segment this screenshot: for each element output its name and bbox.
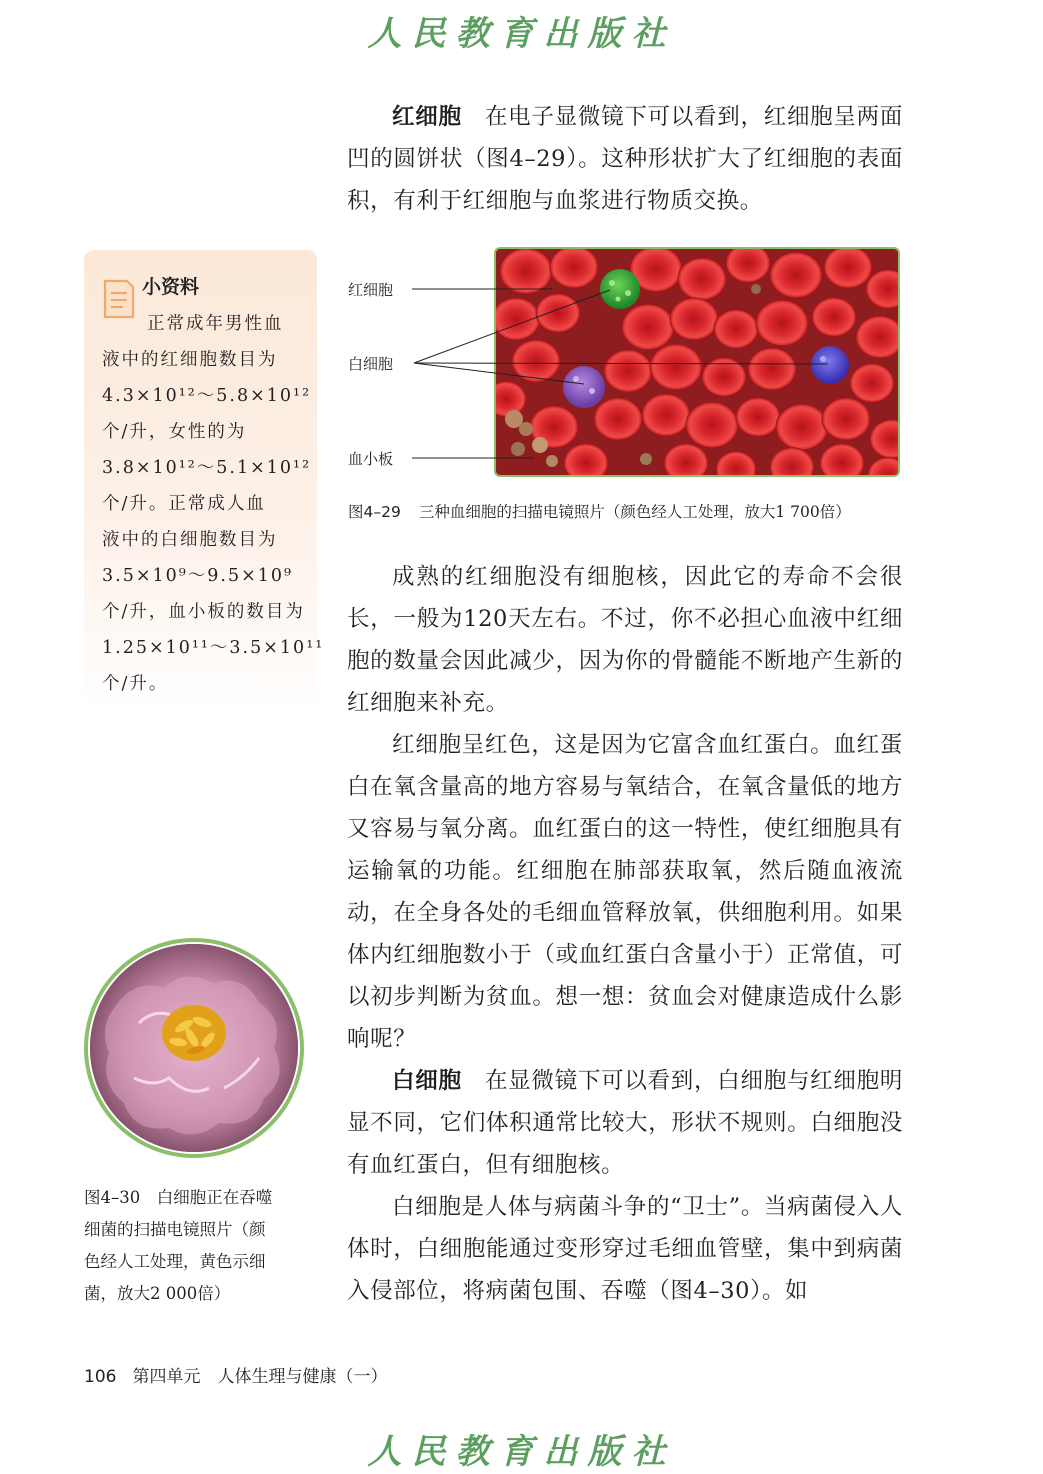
paragraph-text: 成熟的红细胞没有细胞核，因此它的寿命不会很长，一般为120天左右。不过，你不必担心血液中红细胞的数量会因此减少，因为你的骨髓能不断地产生新的红细胞来补充。 bbox=[347, 564, 903, 716]
paragraph-lead-term: 红细胞 bbox=[392, 104, 462, 130]
sidebar-line: 液中的白细胞数目为 bbox=[102, 530, 278, 550]
sidebar-title: 小资料 bbox=[142, 276, 200, 298]
paragraph-text: 红细胞呈红色，这是因为它富含血红蛋白。血红蛋白在氧含量高的地方容易与氧结合，在氧含量低的地方又容易与氧分离。血红蛋白的这一特性，使红细胞具有运输氧的功能。红细胞在肺部获取氧，然后随血液流动，在全身各处的毛细血管释放氧，供细胞利用。如果体内红细胞数小于（或血红蛋白含量小于）正常值，可以初步判断为贫血。想一想：贫血会对健康造成什么影响呢？ bbox=[347, 732, 903, 1052]
sidebar-line: 液中的红细胞数目为 bbox=[102, 350, 278, 370]
body-paragraph bbox=[347, 1060, 903, 1186]
figure-4-29-caption bbox=[348, 500, 851, 522]
sidebar-line: 1.25×10¹¹～3.5×10¹¹ bbox=[102, 638, 325, 658]
bacteria-cluster bbox=[162, 1005, 226, 1061]
paragraph-text: 在显微镜下可以看到，白细胞与红细胞明显不同，它们体积通常比较大，形状不规则。白细胞没有血红蛋白，但有细胞核。 bbox=[347, 1068, 903, 1178]
sidebar-line: 4.3×10¹²～5.8×10¹² bbox=[102, 386, 312, 406]
caption-line: 菌，放大2 000倍） bbox=[84, 1284, 231, 1303]
label-platelet: 血小板 bbox=[348, 450, 394, 468]
sidebar-line: 个/升，血小板的数目为 bbox=[102, 602, 305, 622]
paragraph-text: 白细胞是人体与病菌斗争的“卫士”。当病菌侵入人体时，白细胞能通过变形穿过毛细血管壁，集中到病菌入侵部位，将病菌包围、吞噬（图4–30）。如 bbox=[347, 1194, 903, 1304]
paragraph-lead-term: 白细胞 bbox=[392, 1068, 462, 1094]
caption-line: 色经人工处理，黄色示细 bbox=[84, 1252, 266, 1271]
sidebar-line: 个/升，女性的为 bbox=[102, 422, 247, 442]
label-red-blood-cell: 红细胞 bbox=[348, 281, 394, 299]
figure-4-30-caption bbox=[84, 1182, 314, 1310]
page-footer bbox=[84, 1362, 387, 1387]
figure-number: 图4–29 bbox=[348, 503, 401, 521]
body-paragraph bbox=[347, 1186, 903, 1312]
sidebar-line: 个/升。 bbox=[102, 674, 169, 694]
body-paragraph bbox=[347, 724, 903, 1060]
unit-title: 第四单元 人体生理与健康（一） bbox=[132, 1367, 388, 1387]
sidebar-line: 3.5×10⁹～9.5×10⁹ bbox=[102, 566, 294, 586]
sidebar-line: 个/升。正常成人血 bbox=[102, 494, 266, 514]
main-text-block-2 bbox=[347, 556, 903, 1312]
page-number: 106 bbox=[84, 1367, 117, 1387]
sidebar-line: 3.8×10¹²～5.1×10¹² bbox=[102, 458, 312, 478]
publisher-watermark-top: 人民教育出版社 bbox=[367, 14, 676, 54]
body-paragraph bbox=[347, 556, 903, 724]
label-white-blood-cell: 白细胞 bbox=[348, 355, 394, 373]
caption-line: 图4–30 白细胞正在吞噬 bbox=[84, 1188, 273, 1207]
white-cell-engulfing-bacteria-photo bbox=[84, 938, 304, 1158]
sidebar-line: 正常成年男性血 bbox=[147, 314, 284, 334]
paragraph-text: 在电子显微镜下可以看到，红细胞呈两面凹的圆饼状（图4–29）。这种形状扩大了红细胞的表面积，有利于红细胞与血浆进行物质交换。 bbox=[347, 104, 903, 214]
caption-line: 细菌的扫描电镜照片（颜 bbox=[84, 1220, 266, 1239]
figure-caption-text: 三种血细胞的扫描电镜照片（颜色经人工处理，放大1 700倍） bbox=[418, 503, 851, 521]
figure-leader-lines bbox=[0, 0, 1043, 500]
publisher-watermark-bottom: 人民教育出版社 bbox=[367, 1432, 676, 1472]
